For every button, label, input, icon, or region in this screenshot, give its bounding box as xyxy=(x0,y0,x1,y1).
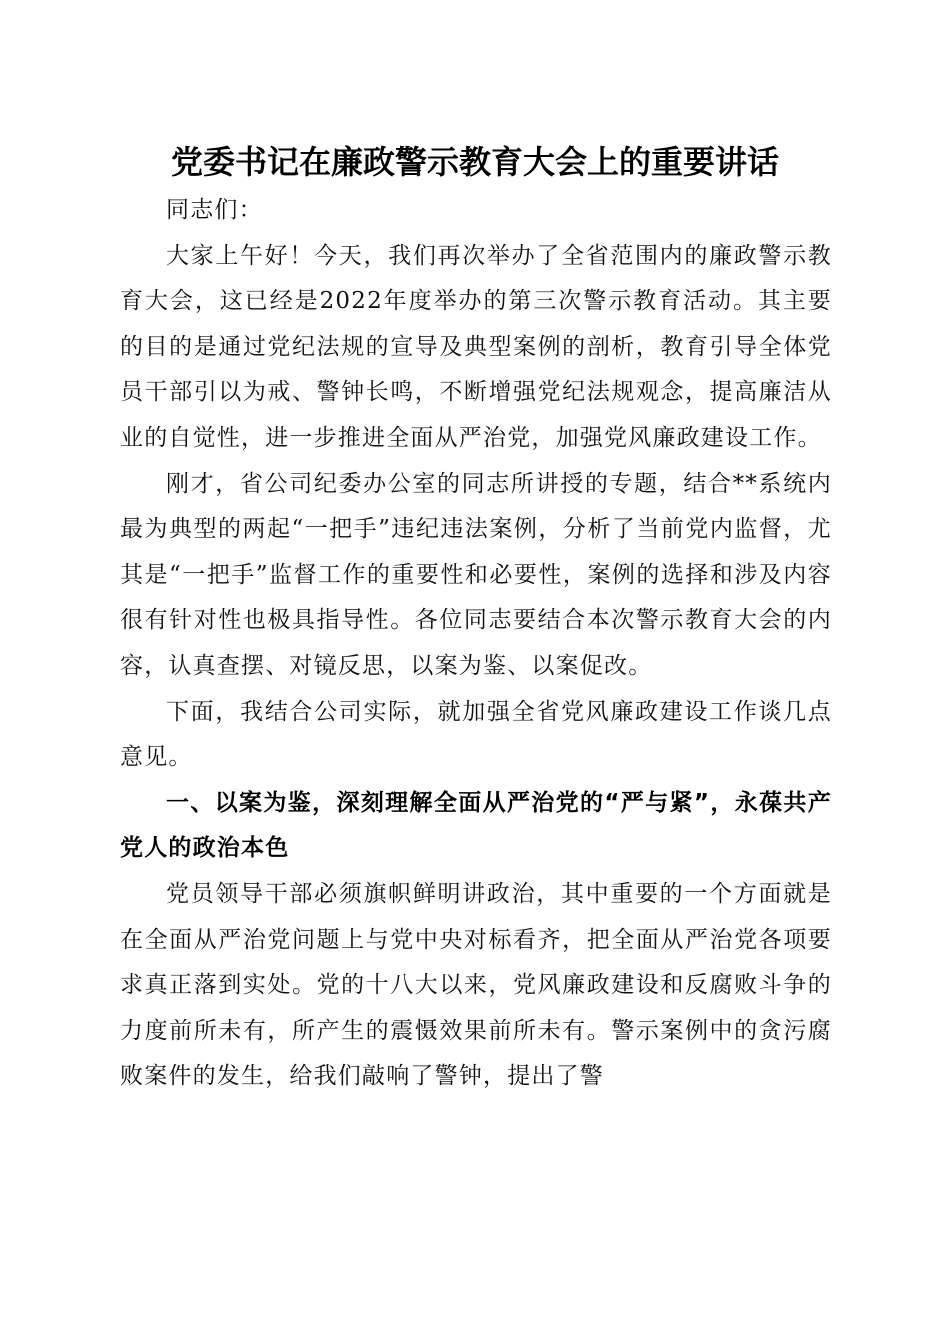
salutation: 同志们： xyxy=(166,197,263,223)
section-paragraph: 党员领导干部必须旗帜鲜明讲政治，其中重要的一个方面就是在全面从严治党问题上与党中央对标看齐，把全面从严治党各项要求真正落到实处。党的十八大以来，党风廉政建设和反腐败斗争的力度前所未有，所产生的震慑效果前所未有。警示案例中的贪污腐败案件的发生，给我们敲响了警钟，提出了警 xyxy=(120,880,832,1090)
paragraph-transition: 下面，我结合公司实际，就加强全省党风廉政建设工作谈几点意见。 xyxy=(120,698,832,771)
section-heading: 一、以案为鉴，深刻理解全面从严治党的“严与紧”，永葆共产党人的政治本色 xyxy=(120,789,832,862)
document-body xyxy=(120,188,832,1100)
paragraph-case-review: 刚才，省公司纪委办公室的同志所讲授的专题，结合**系统内最为典型的两起“一把手”违纪违法案例，分析了当前党内监督，尤其是“一把手”监督工作的重要性和必要性，案例的选择和涉及内容很有针对性也极具指导性。各位同志要结合本次警示教育大会的内容，认真查摆、对镜反思，以案为鉴、以案促改。 xyxy=(120,470,832,679)
document-title: 党委书记在廉政警示教育大会上的重要讲话 xyxy=(170,143,779,181)
paragraph-opening: 大家上午好！今天，我们再次举办了全省范围内的廉政警示教育大会，这已经是2022年度举办的第三次警示教育活动。其主要的目的是通过党纪法规的宣导及典型案例的剖析，教育引导全体党员干部引以为戒、警钟长鸣，不断增强党纪法规观念，提高廉洁从业的自觉性，进一步推进全面从严治党，加强党风廉政建设工作。 xyxy=(120,242,832,451)
